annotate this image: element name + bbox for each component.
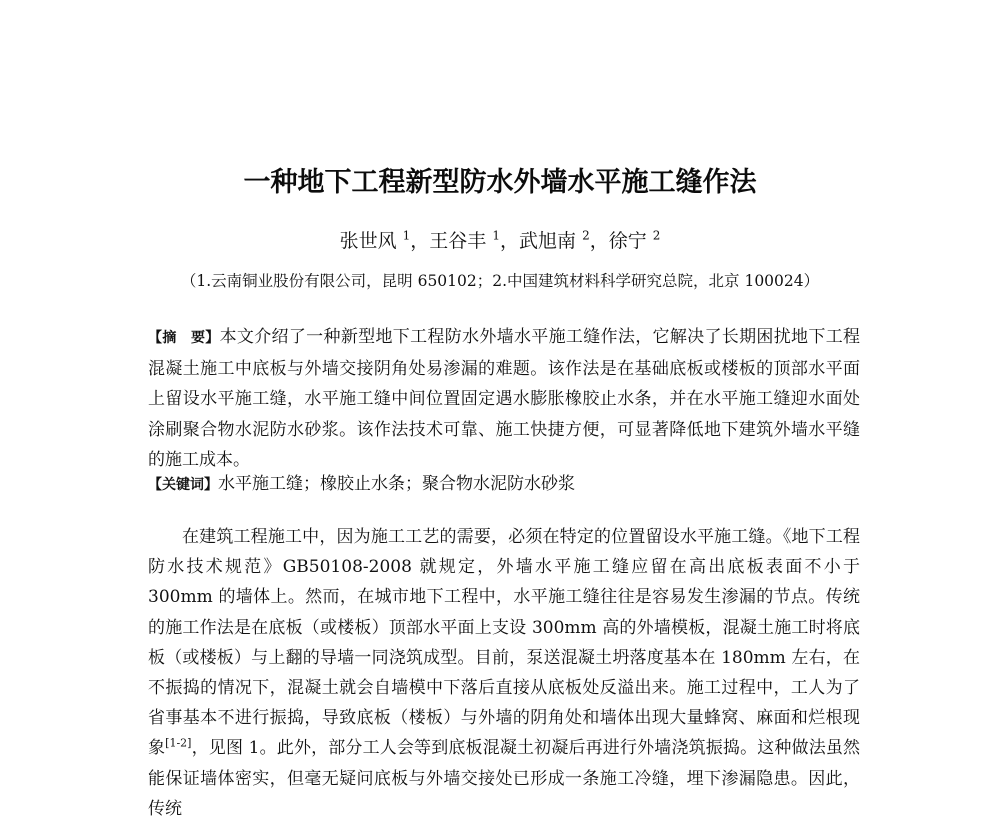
keywords-label: 【关键词】 xyxy=(148,477,218,493)
citation-ref[interactable]: [1-2] xyxy=(165,736,192,750)
body-paragraph xyxy=(148,522,860,824)
author-separator: ， xyxy=(589,230,609,252)
abstract-label: 【摘 要】 xyxy=(148,330,220,346)
author-name: 徐宁 xyxy=(608,230,647,252)
author-affiliation-mark: 2 xyxy=(582,228,590,243)
author-separator: ， xyxy=(410,230,430,252)
author-separator: ， xyxy=(499,230,519,252)
author-name: 王谷丰 xyxy=(429,230,487,252)
abstract xyxy=(148,322,860,476)
keywords-text: 水平施工缝；橡胶止水条；聚合物水泥防水砂浆 xyxy=(218,474,575,494)
author-affiliation-mark: 1 xyxy=(402,228,411,243)
keywords xyxy=(148,471,860,498)
author-affiliation-mark: 1 xyxy=(492,228,500,243)
abstract-text: 本文介绍了一种新型地下工程防水外墙水平施工缝作法，它解决了长期困扰地下工程混凝土施工中底板与外墙交接阴角处易渗漏的难题。该作法是在基础底板或楼板的顶部水平面上留设水平施工缝，水平施工缝中间位置固定遇水膨胀橡胶止水条，并在水平施工缝迎水面处涂刷聚合物水泥防水砂浆。该作法技术可靠、施工快捷方便，可显著降低地下建筑外墙水平缝的施工成本。 xyxy=(148,327,861,470)
affiliations: （1.云南铜业股份有限公司，昆明 650102；2.中国建筑材料科学研究总院，北京 100024） xyxy=(180,272,820,290)
author-name: 张世风 xyxy=(339,230,397,252)
body-text-part: 在建筑工程施工中，因为施工工艺的需要，必须在特定的位置留设水平施工缝。《地下工程防水技术规范》GB50108-2008 就规定，外墙水平施工缝应留在高出底板表面不小于 300mm 的墙体上。然而，在城市地下工程中，水平施工缝往往是容易发生渗漏的节点。传统的施工作法是在底板（或楼板）顶部水平面上支设 300mm 高的外墙模板，混凝土施工时将底板（或楼板）与上翻的导墙一同浇筑成型。目前，泵送混凝土坍落度基本在 180mm 左右，在不振捣的情况下，混凝土就会自墙模中下落后直接从底板处反溢出来。施工过程中，工人为了省事基本不进行振捣，导致底板（楼板）与外墙的阴角处和墙体出现大量蜂窝、麻面和烂根现象 xyxy=(148,527,860,759)
author-affiliation-mark: 2 xyxy=(652,228,661,243)
author-line xyxy=(0,226,1000,253)
author-name: 武旭南 xyxy=(519,230,577,252)
body-text-part: ，见图 1。此外，部分工人会等到底板混凝土初凝后再进行外墙浇筑振捣。这种做法虽然能保证墙体密实，但毫无疑问底板与外墙交接处已形成一条施工冷缝，埋下渗漏隐患。因此，传统 xyxy=(148,738,861,819)
paper-title: 一种地下工程新型防水外墙水平施工缝作法 xyxy=(243,167,757,198)
